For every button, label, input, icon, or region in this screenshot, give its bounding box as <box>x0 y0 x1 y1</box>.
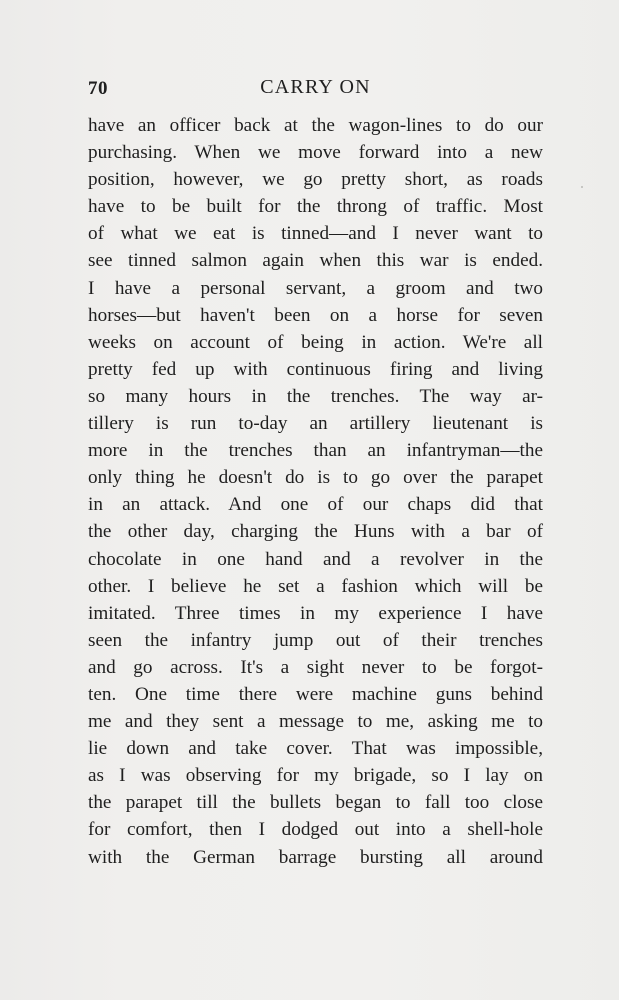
text-line: more in the trenches than an infantryman—the <box>88 440 543 462</box>
text-line: and go across. It's a sight never to be forgot- <box>88 656 543 678</box>
text-line: ten. One time there were machine guns behind <box>88 683 543 705</box>
text-line: horses—but haven't been on a horse for seven <box>88 304 543 326</box>
text-line: see tinned salmon again when this war is ended. <box>88 250 543 272</box>
text-line: seen the infantry jump out of their trenches <box>88 629 543 651</box>
text-line: position, however, we go pretty short, as roads <box>88 169 543 191</box>
text-line: purchasing. When we move forward into a new <box>88 142 543 164</box>
text-line: imitated. Three times in my experience I have <box>88 602 543 624</box>
text-line: with the German barrage bursting all around <box>88 846 543 868</box>
text-line: so many hours in the trenches. The way ar- <box>88 385 543 407</box>
text-line: have to be built for the throng of traffic. Most <box>88 196 543 218</box>
text-line: have an officer back at the wagon-lines to do our <box>88 115 543 136</box>
text-line: the other day, charging the Huns with a bar of <box>88 521 543 543</box>
text-line: pretty fed up with continuous firing and living <box>88 358 543 380</box>
text-line: weeks on account of being in action. We're all <box>88 331 543 353</box>
text-line: lie down and take cover. That was impossible, <box>88 738 543 760</box>
body-text <box>88 112 543 871</box>
text-line: tillery is run to-day an artillery lieutenant is <box>88 413 543 435</box>
text-line: of what we eat is tinned—and I never want to <box>88 223 543 245</box>
text-line: as I was observing for my brigade, so I lay on <box>88 765 543 787</box>
text-line: for comfort, then I dodged out into a shell-hole <box>88 819 543 841</box>
text-line: in an attack. And one of our chaps did that <box>88 494 543 516</box>
text-line: only thing he doesn't do is to go over the parapet <box>88 467 543 489</box>
running-head: CARRY ON <box>260 76 371 98</box>
page-header <box>88 76 543 104</box>
page-number: 70 <box>88 78 108 99</box>
page-speck <box>581 186 583 188</box>
text-line: I have a personal servant, a groom and two <box>88 277 543 299</box>
text-line: other. I believe he set a fashion which will be <box>88 575 543 597</box>
text-line: chocolate in one hand and a revolver in the <box>88 548 543 570</box>
text-line: the parapet till the bullets began to fall too close <box>88 792 543 814</box>
text-line: me and they sent a message to me, asking me to <box>88 711 543 733</box>
